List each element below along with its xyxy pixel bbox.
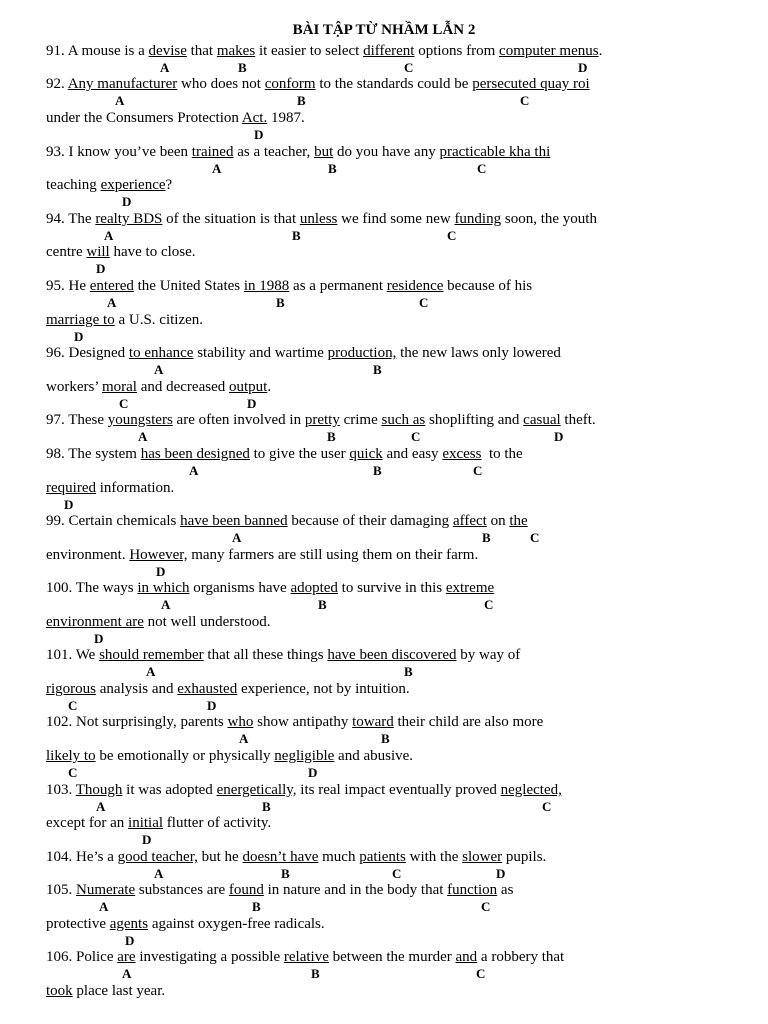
- option-label-d: D: [496, 866, 506, 881]
- sentence-text: 103.: [46, 782, 76, 798]
- underlined-option: have been banned: [180, 513, 288, 529]
- exercise-line: [46, 312, 203, 329]
- sentence-text: substances are: [135, 882, 229, 898]
- underlined-option: realty BDS: [95, 211, 163, 227]
- exercise-line: [46, 547, 478, 564]
- exercise-line: [46, 916, 325, 933]
- page-title: BÀI TẬP TỪ NHẦM LẪN 2: [292, 22, 476, 38]
- underlined-option: quick: [349, 446, 383, 462]
- sentence-text: options from: [414, 43, 500, 59]
- sentence-text: and easy: [382, 446, 443, 462]
- exercise-line: [46, 882, 513, 899]
- sentence-text: with the: [405, 849, 463, 865]
- sentence-text: experience, not by intuition.: [237, 681, 410, 697]
- option-label-a: A: [115, 93, 125, 108]
- sentence-text: much: [318, 849, 360, 865]
- sentence-text: 98. The system: [46, 446, 141, 462]
- option-label-row: [46, 698, 726, 714]
- underlined-option: neglected,: [500, 782, 562, 798]
- sentence-text: to give the user: [249, 446, 350, 462]
- underlined-option: However,: [129, 547, 188, 563]
- sentence-text: 92.: [46, 76, 68, 92]
- sentence-text: by way of: [456, 647, 521, 663]
- sentence-text: of the situation is that: [162, 211, 300, 227]
- underlined-option: will: [86, 244, 110, 260]
- underlined-option: are: [117, 949, 136, 965]
- sentence-text: it was adopted: [122, 782, 217, 798]
- underlined-option: experience: [100, 177, 166, 193]
- sentence-text: the new laws only lowered: [396, 345, 561, 361]
- sentence-text: as: [497, 882, 514, 898]
- option-label-a: A: [212, 161, 222, 176]
- underlined-option: relative: [283, 949, 329, 965]
- sentence-text: centre: [46, 244, 87, 260]
- sentence-text: their child are also more: [393, 714, 544, 730]
- option-label-d: D: [122, 194, 132, 209]
- sentence-text: not well understood.: [143, 614, 271, 630]
- underlined-option: toward: [352, 714, 394, 730]
- option-label-c: C: [68, 765, 78, 780]
- underlined-option: makes: [216, 43, 256, 59]
- exercise-line: [46, 714, 543, 731]
- option-label-row: [46, 362, 726, 378]
- option-label-c: C: [520, 93, 530, 108]
- underlined-option: took: [46, 983, 73, 999]
- sentence-text: its real impact eventually proved: [296, 782, 501, 798]
- option-label-d: D: [74, 329, 84, 344]
- option-label-row: [46, 866, 726, 882]
- option-label-row: [46, 127, 726, 143]
- exercise-line: [46, 480, 174, 497]
- sentence-text: .: [267, 379, 272, 395]
- underlined-option: extreme: [445, 580, 495, 596]
- underlined-option: Numerate: [76, 882, 136, 898]
- option-label-d: D: [94, 631, 104, 646]
- underlined-option: have been discovered: [327, 647, 457, 663]
- option-label-a: A: [161, 597, 171, 612]
- underlined-option: Any manufacturer: [67, 76, 178, 92]
- option-label-c: C: [473, 463, 483, 478]
- underlined-option: affect: [452, 513, 487, 529]
- sentence-text: flutter of activity.: [163, 815, 272, 831]
- exercise-line: [46, 244, 196, 261]
- sentence-text: to survive in this: [337, 580, 446, 596]
- underlined-option: likely to: [46, 748, 96, 764]
- sentence-text: as a teacher,: [233, 144, 315, 160]
- option-label-d: D: [156, 564, 166, 579]
- underlined-option: and: [455, 949, 478, 965]
- sentence-text: and decreased: [136, 379, 229, 395]
- sentence-text: organisms have: [189, 580, 291, 596]
- sentence-text: .: [598, 43, 603, 59]
- underlined-option: adopted: [290, 580, 338, 596]
- option-label-c: C: [530, 530, 540, 545]
- underlined-option: but: [314, 144, 334, 160]
- exercise-line: [46, 614, 271, 631]
- sentence-text: under the Consumers Protection: [46, 110, 242, 126]
- exercise-line: [46, 211, 597, 228]
- sentence-text: it easier to select: [255, 43, 364, 59]
- sentence-text: mouse is a: [77, 43, 149, 59]
- underlined-option: rigorous: [46, 681, 96, 697]
- underlined-option: has been designed: [140, 446, 250, 462]
- option-label-c: C: [68, 698, 78, 713]
- sentence-text: environment.: [46, 547, 130, 563]
- sentence-text: investigating a possible: [135, 949, 284, 965]
- sentence-text: be emotionally or physically: [95, 748, 275, 764]
- underlined-option: slower: [462, 849, 503, 865]
- option-label-a: A: [99, 899, 109, 914]
- option-label-d: D: [247, 396, 257, 411]
- exercise-line: [46, 513, 528, 530]
- sentence-text: analysis and: [96, 681, 178, 697]
- exercise-line: [46, 345, 561, 362]
- exercise-line: [46, 76, 590, 93]
- option-label-b: B: [262, 799, 271, 814]
- option-label-row: [46, 597, 726, 613]
- exercise-line: [46, 177, 172, 194]
- underlined-option: exhausted: [177, 681, 238, 697]
- underlined-option: to enhance: [128, 345, 194, 361]
- option-label-c: C: [481, 899, 491, 914]
- sentence-text: A: [67, 43, 78, 59]
- underlined-option: funding: [454, 211, 502, 227]
- underlined-option: different: [363, 43, 415, 59]
- underlined-option: found: [228, 882, 264, 898]
- option-label-row: [46, 161, 726, 177]
- exercise-line: [46, 748, 413, 765]
- underlined-option: function: [447, 882, 498, 898]
- option-label-d: D: [254, 127, 264, 142]
- exercise-line: [46, 278, 532, 295]
- sentence-text: teaching: [46, 177, 101, 193]
- sentence-text: theft.: [560, 412, 596, 428]
- underlined-option: should remember: [99, 647, 204, 663]
- option-label-row: [46, 799, 726, 815]
- sentence-text: shoplifting and: [425, 412, 524, 428]
- underlined-option: who: [227, 714, 254, 730]
- option-label-c: C: [447, 228, 457, 243]
- sentence-text: many farmers are still using them on their farm.: [187, 547, 479, 563]
- sentence-text: that all these things: [203, 647, 328, 663]
- sentence-text: 102. Not surprisingly, parents: [46, 714, 228, 730]
- option-label-b: B: [297, 93, 306, 108]
- underlined-option: computer menus: [499, 43, 599, 59]
- option-label-d: D: [554, 429, 564, 444]
- underlined-option: casual: [523, 412, 561, 428]
- option-label-d: D: [96, 261, 106, 276]
- sentence-text: as a permanent: [289, 278, 387, 294]
- sentence-text: because of their damaging: [287, 513, 453, 529]
- underlined-option: initial: [128, 815, 164, 831]
- option-label-row: [46, 329, 726, 345]
- underlined-option: persecuted quay roi: [472, 76, 590, 92]
- option-label-b: B: [373, 463, 382, 478]
- sentence-text: workers’: [46, 379, 102, 395]
- option-label-a: A: [104, 228, 114, 243]
- underlined-option: environment are: [46, 614, 144, 630]
- option-label-c: C: [484, 597, 494, 612]
- underlined-option: in 1988: [243, 278, 290, 294]
- sentence-text: crime: [339, 412, 382, 428]
- underlined-option: residence: [386, 278, 444, 294]
- option-label-row: [46, 530, 726, 546]
- option-label-b: B: [276, 295, 285, 310]
- exercise-line: [46, 580, 494, 597]
- option-label-row: [46, 664, 726, 680]
- option-label-row: [46, 765, 726, 781]
- option-label-b: B: [281, 866, 290, 881]
- option-label-a: A: [96, 799, 106, 814]
- exercise-line: [46, 110, 305, 127]
- underlined-option: output: [228, 379, 268, 395]
- option-label-row: [46, 966, 726, 982]
- sentence-text: who does not: [177, 76, 265, 92]
- option-label-c: C: [542, 799, 552, 814]
- option-label-row: [46, 60, 726, 76]
- option-label-c: C: [476, 966, 486, 981]
- underlined-option: entered: [89, 278, 134, 294]
- option-label-row: [46, 899, 726, 915]
- underlined-option: such as: [381, 412, 426, 428]
- sentence-text: we find some new: [337, 211, 455, 227]
- option-label-a: A: [154, 866, 164, 881]
- underlined-option: conform: [264, 76, 316, 92]
- exercise-line: [46, 983, 165, 1000]
- sentence-text: between the murder: [328, 949, 456, 965]
- option-label-d: D: [578, 60, 588, 75]
- sentence-text: to the: [481, 446, 523, 462]
- sentence-text: but he: [197, 849, 243, 865]
- sentence-text: pupils.: [502, 849, 547, 865]
- option-label-row: [46, 396, 726, 412]
- sentence-text: soon, the youth: [501, 211, 597, 227]
- option-label-b: B: [318, 597, 327, 612]
- sentence-text: 97. These: [46, 412, 108, 428]
- option-label-c: C: [119, 396, 129, 411]
- underlined-option: doesn’t have: [242, 849, 319, 865]
- sentence-text: 93. I know you’ve been: [46, 144, 192, 160]
- option-label-row: [46, 631, 726, 647]
- exercise-line: [46, 949, 564, 966]
- underlined-option: in which: [137, 580, 190, 596]
- option-label-row: [46, 429, 726, 445]
- exercise-line: [46, 412, 596, 429]
- sentence-text: a robbery that: [477, 949, 565, 965]
- sentence-text: do you have any: [333, 144, 440, 160]
- sentence-text: 100. The ways: [46, 580, 138, 596]
- option-label-b: B: [252, 899, 261, 914]
- option-label-b: B: [373, 362, 382, 377]
- option-label-row: [46, 933, 726, 949]
- sentence-text: against oxygen-free radicals.: [148, 916, 325, 932]
- exercise-line: [46, 849, 546, 866]
- option-label-row: [46, 93, 726, 109]
- sentence-text: that: [186, 43, 217, 59]
- sentence-text: except for an: [46, 815, 129, 831]
- sentence-text: 94. The: [46, 211, 96, 227]
- underlined-option: trained: [191, 144, 234, 160]
- sentence-text: ?: [165, 177, 173, 193]
- option-label-b: B: [404, 664, 413, 679]
- sentence-text: on: [486, 513, 510, 529]
- option-label-d: D: [142, 832, 152, 847]
- option-label-c: C: [411, 429, 421, 444]
- option-label-row: [46, 194, 726, 210]
- option-label-a: A: [122, 966, 132, 981]
- sentence-text: information.: [95, 480, 175, 496]
- option-label-c: C: [392, 866, 402, 881]
- sentence-text: show antipathy: [253, 714, 353, 730]
- option-label-row: [46, 731, 726, 747]
- option-label-d: D: [308, 765, 318, 780]
- exercise-line: [46, 43, 602, 60]
- sentence-text: 105.: [46, 882, 76, 898]
- option-label-d: D: [125, 933, 135, 948]
- exercise-line: [46, 144, 550, 161]
- option-label-b: B: [482, 530, 491, 545]
- sentence-text: to the standards could be: [315, 76, 473, 92]
- exercise-line: [46, 379, 271, 396]
- underlined-option: the: [509, 513, 528, 529]
- underlined-option: moral: [101, 379, 137, 395]
- sentence-text: 91.: [46, 43, 68, 59]
- option-label-a: A: [232, 530, 242, 545]
- exercise-line: [46, 681, 410, 698]
- option-label-row: [46, 295, 726, 311]
- sentence-text: because of his: [443, 278, 533, 294]
- option-label-a: A: [154, 362, 164, 377]
- option-label-row: [46, 832, 726, 848]
- exercise-line: [46, 782, 562, 799]
- option-label-a: A: [160, 60, 170, 75]
- sentence-text: have to close.: [109, 244, 196, 260]
- option-label-c: C: [419, 295, 429, 310]
- underlined-option: production,: [327, 345, 397, 361]
- option-label-d: D: [207, 698, 217, 713]
- underlined-option: energetically,: [216, 782, 297, 798]
- underlined-option: agents: [109, 916, 149, 932]
- underlined-option: pretty: [304, 412, 340, 428]
- option-label-c: C: [404, 60, 414, 75]
- sentence-text: 101. We: [46, 647, 100, 663]
- option-label-c: C: [477, 161, 487, 176]
- underlined-option: patients: [359, 849, 406, 865]
- option-label-a: A: [239, 731, 249, 746]
- option-label-b: B: [327, 429, 336, 444]
- sentence-text: the United States: [133, 278, 244, 294]
- sentence-text: stability and wartime: [193, 345, 328, 361]
- sentence-text: 104. He’s a: [46, 849, 118, 865]
- option-label-b: B: [238, 60, 247, 75]
- underlined-option: required: [46, 480, 96, 496]
- option-label-row: [46, 228, 726, 244]
- option-label-b: B: [311, 966, 320, 981]
- option-label-d: D: [64, 497, 74, 512]
- sentence-text: a U.S. citizen.: [114, 312, 204, 328]
- sentence-text: place last year.: [72, 983, 166, 999]
- sentence-text: 1987.: [267, 110, 305, 126]
- underlined-option: negligible: [274, 748, 335, 764]
- sentence-text: are often involved in: [172, 412, 305, 428]
- option-label-b: B: [292, 228, 301, 243]
- option-label-a: A: [189, 463, 199, 478]
- underlined-option: youngsters: [107, 412, 173, 428]
- underlined-option: devise: [148, 43, 187, 59]
- option-label-row: [46, 463, 726, 479]
- sentence-text: 106. Police: [46, 949, 118, 965]
- sentence-text: 96. Designed: [46, 345, 129, 361]
- option-label-row: [46, 564, 726, 580]
- option-label-a: A: [146, 664, 156, 679]
- option-label-b: B: [328, 161, 337, 176]
- option-label-a: A: [138, 429, 148, 444]
- sentence-text: 99. Certain chemicals: [46, 513, 181, 529]
- option-label-a: A: [107, 295, 117, 310]
- sentence-text: and abusive.: [334, 748, 414, 764]
- option-label-row: [46, 261, 726, 277]
- sentence-text: protective: [46, 916, 110, 932]
- option-label-row: [46, 497, 726, 513]
- sentence-text: in nature and in the body that: [263, 882, 448, 898]
- underlined-option: Though: [75, 782, 123, 798]
- underlined-option: unless: [299, 211, 338, 227]
- underlined-option: practicable kha thi: [439, 144, 551, 160]
- underlined-option: excess: [442, 446, 482, 462]
- option-label-b: B: [381, 731, 390, 746]
- exercise-line: [46, 446, 523, 463]
- underlined-option: Act.: [241, 110, 268, 126]
- underlined-option: good teacher,: [117, 849, 198, 865]
- exercise-line: [46, 647, 520, 664]
- exercise-line: [46, 815, 271, 832]
- sentence-text: 95. He: [46, 278, 90, 294]
- underlined-option: marriage to: [46, 312, 115, 328]
